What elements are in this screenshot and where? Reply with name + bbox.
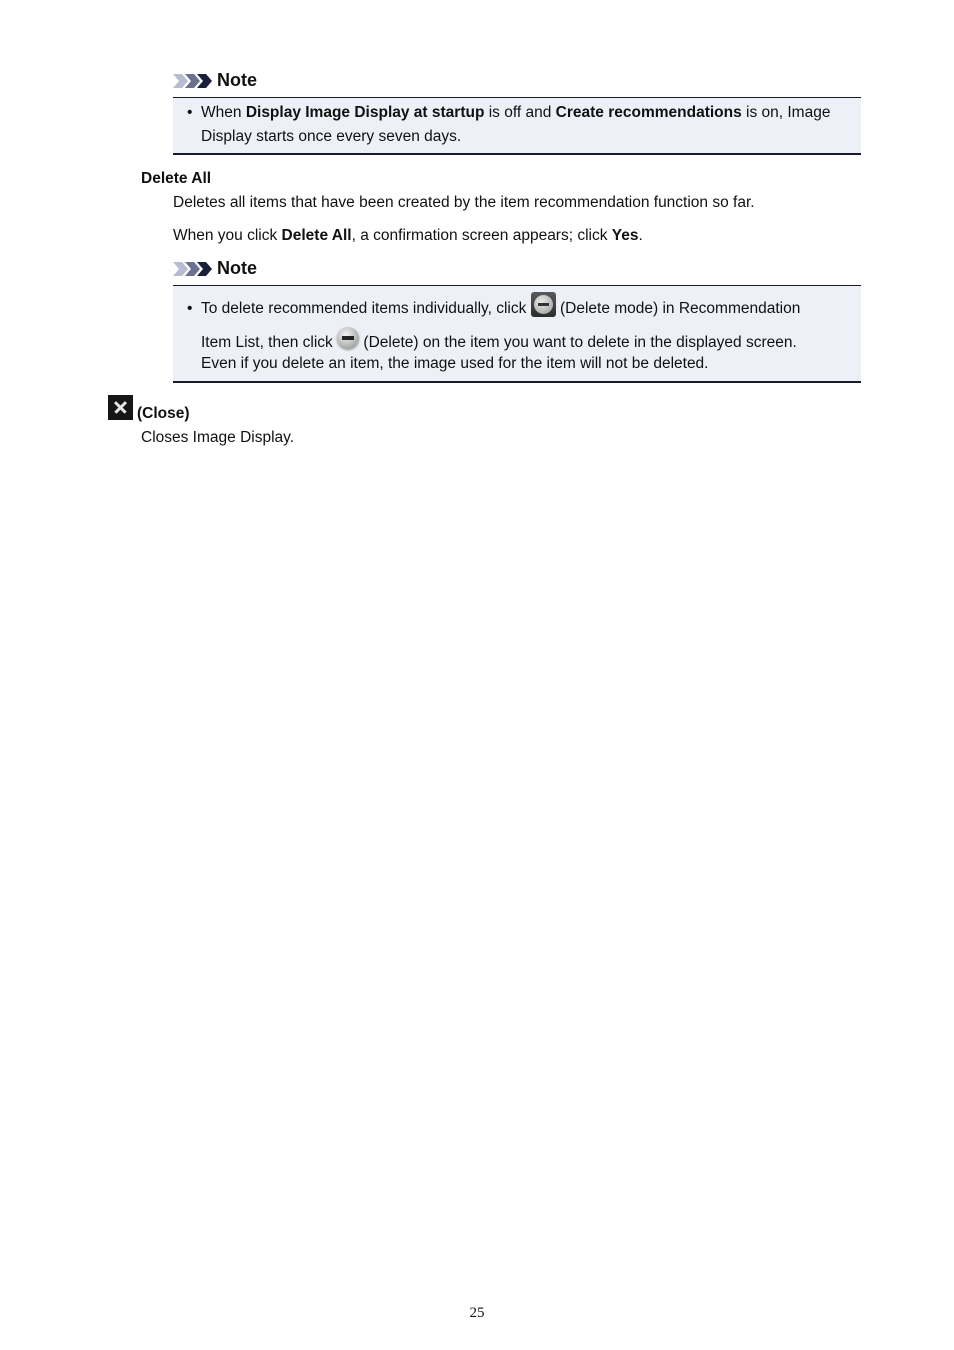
note-chevron-icon	[173, 71, 213, 91]
close-description: Closes Image Display.	[141, 429, 295, 446]
note-header	[173, 258, 257, 279]
note-header	[173, 70, 257, 91]
ui-term: Delete All	[281, 227, 352, 244]
note-text-line: When Display Image Display at startup is off and Create recommendations is on, Image	[201, 104, 831, 121]
note-title: Note	[217, 70, 257, 90]
close-icon	[108, 395, 133, 420]
bullet: •	[187, 300, 193, 317]
note-box	[173, 285, 861, 383]
delete-all-confirmation: When you click Delete All, a confirmation screen appears; click Yes.	[173, 227, 643, 244]
note-text-line: Item List, then click (Delete) on the item you want to delete in the displayed screen.	[201, 327, 797, 353]
close-heading: (Close)	[137, 405, 190, 422]
delete-all-heading: Delete All	[141, 170, 212, 187]
delete-mode-icon	[531, 292, 556, 317]
bullet: •	[187, 104, 193, 121]
page-number: 25	[469, 1305, 485, 1321]
ui-term: Yes	[611, 227, 639, 244]
ui-term: Display Image Display at startup	[245, 104, 485, 121]
ui-term: Create recommendations	[555, 104, 742, 121]
note-chevron-icon	[173, 259, 213, 279]
delete-icon	[337, 327, 359, 349]
note-text-line: Even if you delete an item, the image used for the item will not be deleted.	[201, 355, 709, 372]
note-text-line: Display starts once every seven days.	[201, 128, 462, 145]
note-text-line: To delete recommended items individually, click (Delete mode) in Recommendation	[201, 292, 800, 324]
note-box	[173, 97, 861, 155]
delete-all-description: Deletes all items that have been created by the item recommendation function so far.	[173, 194, 755, 211]
note-title: Note	[217, 258, 257, 278]
